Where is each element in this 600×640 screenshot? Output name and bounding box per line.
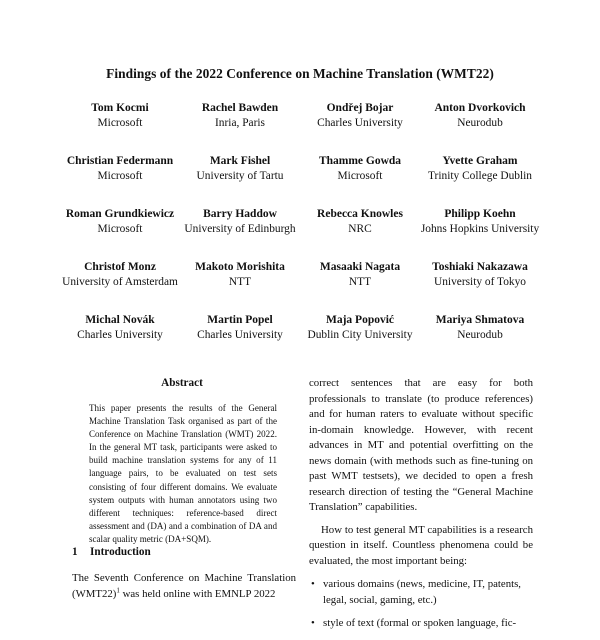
bullet-icon: •: [311, 578, 315, 590]
author-name: Tom Kocmi: [91, 102, 149, 114]
author-affiliation: NTT: [228, 276, 252, 288]
list-item: [309, 616, 533, 632]
author-name: Maja Popović: [325, 314, 395, 326]
section-title: Introduction: [90, 546, 151, 558]
author-name: Philipp Koehn: [444, 208, 516, 220]
paragraph: correct sentences that are easy for both professionals to translate (to produce references) and for human raters to evaluate without specific in-domain knowledge. However, with recent advances in MT and potential overfitting on the news domain (with methods such as fine-tuning on past WMT testsets), we decided to open a fresh research direction of testing the “General Machine Translation” capabilities.: [309, 377, 533, 513]
author-affiliation: Charles University: [77, 329, 163, 341]
author-block: [290, 260, 430, 290]
author-block: [290, 101, 430, 131]
paragraph: How to test general MT capabilities is a research question in itself. Countless phenomena could be evaluated, the most important being:: [309, 523, 533, 567]
author-name: Rachel Bawden: [201, 102, 279, 114]
author-row: [0, 313, 600, 366]
author-name: Martin Popel: [207, 314, 273, 326]
author-row: [0, 154, 600, 207]
author-name: Barry Haddow: [203, 208, 277, 220]
author-block: [50, 207, 190, 237]
author-block: [290, 154, 430, 184]
author-grid: [0, 101, 600, 366]
author-name: Michal Novák: [85, 314, 155, 326]
author-block: [170, 101, 310, 131]
author-affiliation: Charles University: [317, 117, 403, 129]
author-affiliation: Johns Hopkins University: [420, 223, 540, 235]
paper-title: Findings of the 2022 Conference on Machine Translation (WMT22): [106, 66, 494, 81]
author-block: [410, 207, 550, 237]
author-affiliation: Microsoft: [337, 170, 383, 182]
author-block: [50, 154, 190, 184]
abstract-heading: Abstract: [161, 377, 203, 389]
author-affiliation: NTT: [348, 276, 372, 288]
author-name: Ondřej Bojar: [326, 102, 394, 114]
bullet-icon: •: [311, 617, 315, 629]
author-name: Anton Dvorkovich: [434, 102, 526, 114]
list-item-text: style of text (formal or spoken language, fic-: [323, 617, 517, 629]
author-block: [410, 101, 550, 131]
author-affiliation: University of Tokyo: [433, 276, 526, 288]
author-affiliation: NRC: [348, 223, 372, 235]
author-affiliation: Neurodub: [457, 117, 503, 129]
author-affiliation: Charles University: [197, 329, 283, 341]
author-block: [170, 207, 310, 237]
author-row: [0, 207, 600, 260]
list-item: [309, 577, 533, 608]
author-block: [50, 260, 190, 290]
intro-text-start: The Seventh Conference on Machine Translation (WMT22): [72, 572, 296, 600]
author-affiliation: Dublin City University: [307, 329, 413, 341]
author-row: [0, 260, 600, 313]
author-name: Toshiaki Nakazawa: [432, 261, 528, 273]
author-block: [50, 101, 190, 131]
author-name: Masaaki Nagata: [319, 261, 401, 273]
author-name: Christof Monz: [84, 261, 156, 273]
author-block: [290, 313, 430, 343]
author-affiliation: Microsoft: [97, 117, 143, 129]
author-block: [410, 154, 550, 184]
author-name: Mark Fishel: [209, 155, 271, 167]
footnote-marker[interactable]: 1: [116, 585, 120, 594]
author-block: [50, 313, 190, 343]
author-row: [0, 101, 600, 154]
intro-text-end: was held online with EMNLP 2022: [119, 587, 276, 600]
author-affiliation: Trinity College Dublin: [427, 170, 532, 182]
author-affiliation: University of Edinburgh: [184, 223, 296, 235]
author-name: Mariya Shmatova: [435, 314, 525, 326]
author-block: [410, 260, 550, 290]
author-name: Thamme Gowda: [318, 155, 402, 167]
author-block: [170, 154, 310, 184]
author-block: [410, 313, 550, 343]
author-block: [170, 313, 310, 343]
author-affiliation: University of Amsterdam: [62, 276, 178, 288]
author-name: Yvette Graham: [442, 155, 518, 167]
author-affiliation: Inria, Paris: [215, 117, 265, 129]
author-block: [170, 260, 310, 290]
author-name: Rebecca Knowles: [317, 208, 403, 220]
author-affiliation: University of Tartu: [196, 170, 284, 182]
section-heading-introduction: [72, 546, 151, 558]
author-name: Christian Federmann: [66, 155, 174, 167]
author-affiliation: Microsoft: [97, 223, 143, 235]
author-affiliation: Microsoft: [97, 170, 143, 182]
section-number: 1: [72, 546, 78, 558]
author-name: Makoto Morishita: [195, 261, 285, 273]
bullet-list: [309, 577, 533, 632]
author-block: [290, 207, 430, 237]
author-affiliation: Neurodub: [457, 329, 503, 341]
abstract-text: This paper presents the results of the General Machine Translation Task organised as part of the Conference on Machine Translation (WMT) 2022. In the general MT task, participants were asked to build machine translation systems for any of 11 language pairs, to be evaluated on test sets consisting of four different domains. We evaluate system outputs with human annotators using two different techniques: reference-based direct assessment and (DA) and a combination of DA and scalar quality metric (DA+SQM).: [89, 403, 277, 544]
introduction-text: [72, 571, 296, 602]
author-name: Roman Grundkiewicz: [65, 208, 175, 220]
list-item-text: various domains (news, medicine, IT, patents, legal, social, gaming, etc.): [323, 578, 521, 606]
